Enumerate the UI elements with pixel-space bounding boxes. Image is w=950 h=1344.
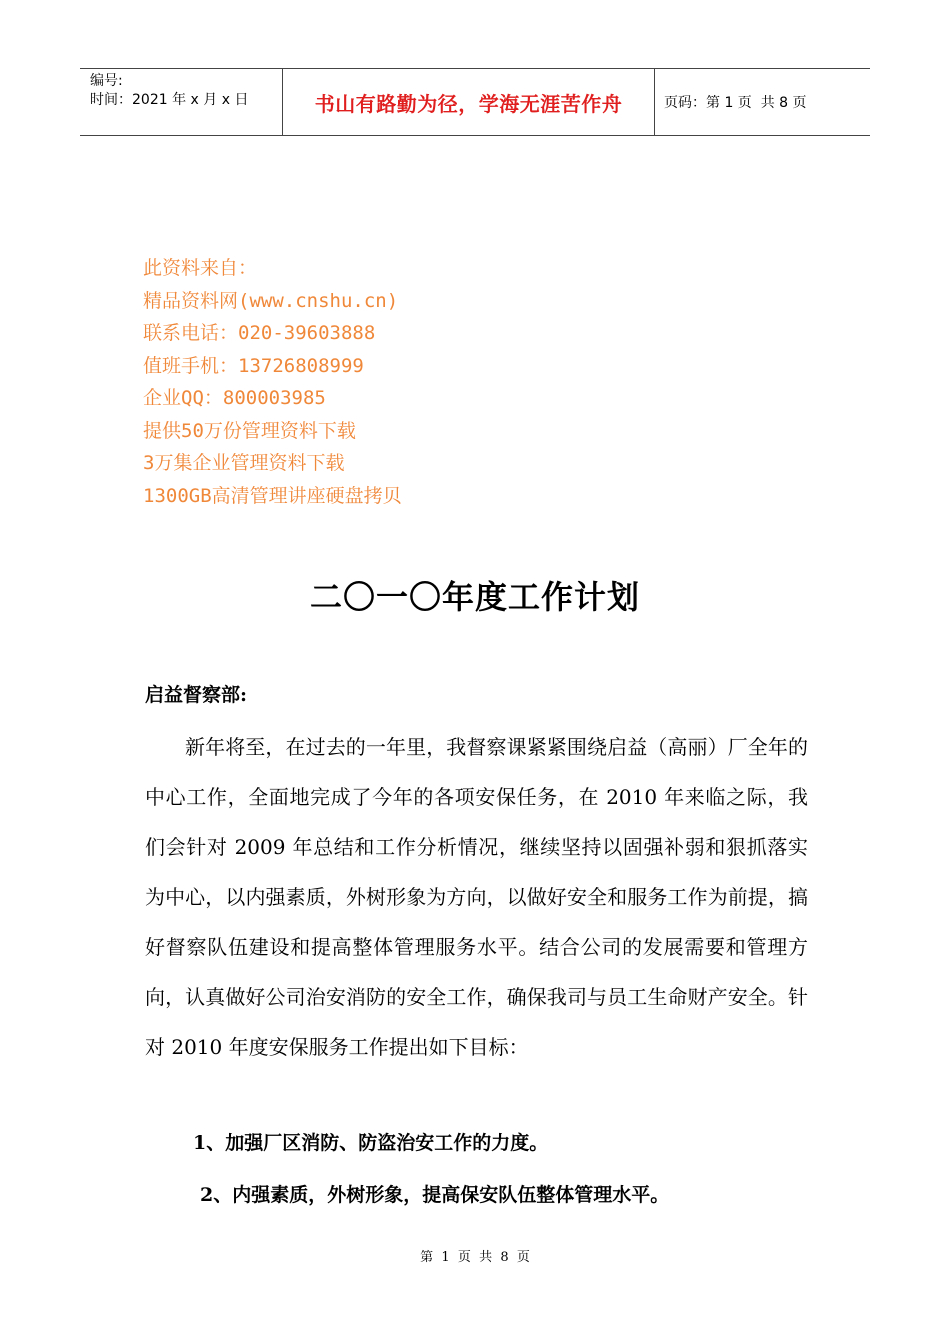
- source-line: 精品资料网(www.cnshu.cn): [143, 289, 399, 312]
- body-paragraph: 新年将至，在过去的一年里，我督察课紧紧围绕启益（高丽）厂全年的中心工作，全面地完成了今年的各项安保任务，在 2010 年来临之际，我们会针对 2009 年总结和工作分析情况，继续坚持以固强补弱和狠抓落实为中心，以内强素质，外树形象为方向，以做好安全和服务工作为前提，搞好督察队伍建设和提高整体管理服务水平。结合公司的发展需要和管理方向，认真做好公司治安消防的安全工作，确保我司与员工生命财产安全。针对 2010 年度安保服务工作提出如下目标：: [145, 735, 808, 1059]
- source-line: 此资料来自：: [143, 257, 258, 279]
- page-code-text: 页码：第 1 页 共 8 页: [664, 95, 807, 111]
- source-line: 值班手机：13726808999: [143, 354, 364, 377]
- addressee: 启益督察部:: [145, 684, 248, 706]
- source-line: 提供50万份管理资料下载: [143, 419, 356, 442]
- goal-item: 1、加强厂区消防、防盗治安工作的力度。: [193, 1132, 549, 1154]
- number-label: 编号:: [90, 73, 123, 89]
- source-line: 3万集企业管理资料下载: [143, 452, 345, 474]
- header-meta: [80, 69, 282, 135]
- header-page-code: [655, 69, 870, 135]
- source-line: 1300GB高清管理讲座硬盘拷贝: [143, 484, 402, 507]
- document-title: 二〇一〇年度工作计划: [309, 578, 640, 616]
- page-header: [80, 68, 870, 136]
- time-label: 时间：2021 年 x 月 x 日: [90, 92, 249, 108]
- source-line: 企业QQ：800003985: [143, 387, 326, 409]
- source-info: [143, 252, 402, 512]
- goal-item: 2、内强素质，外树形象，提高保安队伍整体管理水平。: [200, 1184, 670, 1206]
- page-footer: 第 1 页 共 8 页: [420, 1250, 530, 1265]
- source-line: 联系电话：020-39603888: [143, 322, 376, 344]
- header-motto: 书山有路勤为径，学海无涯苦作舟: [282, 69, 655, 135]
